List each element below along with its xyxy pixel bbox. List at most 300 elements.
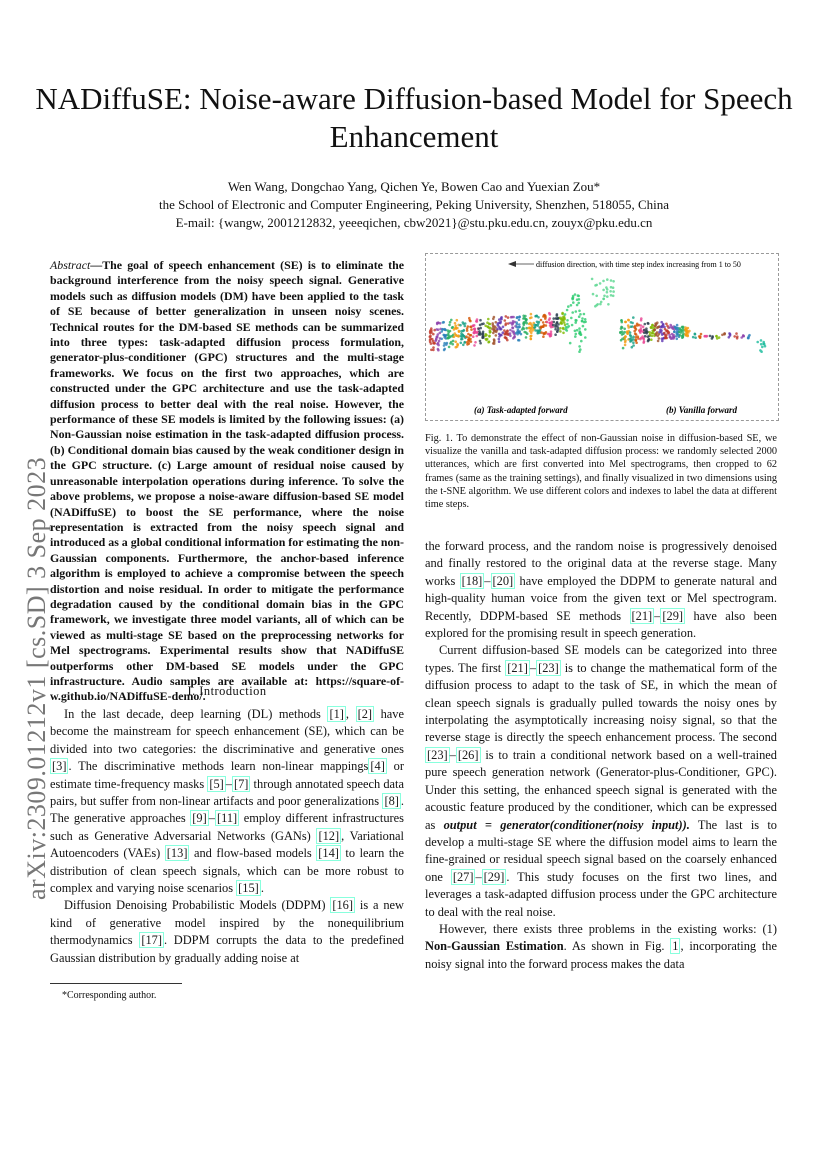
tsne-point <box>634 325 637 328</box>
abstract-label: Abstract <box>50 258 91 272</box>
text-run: The last is to develop a multi-stage SE where the diffusion model aims to learn the fine-grained or residual speech signal based on the coarsely enhanced one <box>425 817 777 884</box>
tsne-point <box>627 324 630 327</box>
text-run: and flow-based models <box>189 846 317 861</box>
tsne-point <box>545 324 548 327</box>
tsne-point <box>665 323 668 326</box>
tsne-point <box>566 323 569 326</box>
tsne-point <box>658 337 661 340</box>
tsne-point <box>556 314 559 317</box>
tsne-point <box>635 339 638 342</box>
tsne-point <box>495 334 498 337</box>
affiliation: the School of Electronic and Computer Engineering, Peking University, Shenzhen, 518055, China <box>158 197 670 212</box>
tsne-point <box>651 332 654 335</box>
tsne-point <box>650 338 653 341</box>
tsne-point <box>671 333 674 336</box>
tsne-point <box>661 337 664 340</box>
text-run: or estimate time-frequency masks <box>50 759 404 791</box>
citation-link[interactable]: [18] <box>461 573 483 588</box>
tsne-point <box>518 326 521 329</box>
tsne-point <box>450 341 453 344</box>
tsne-point <box>694 333 697 336</box>
tsne-point <box>498 335 501 338</box>
citation-link[interactable]: [13] <box>166 846 188 861</box>
tsne-point <box>566 309 569 312</box>
tsne-point <box>578 315 581 318</box>
tsne-point <box>549 324 552 327</box>
tsne-point <box>648 331 651 334</box>
tsne-point <box>466 329 469 332</box>
tsne-point <box>612 286 615 289</box>
citation-link[interactable]: [17] <box>141 933 162 948</box>
text-run: – <box>208 811 215 826</box>
text-run: – <box>484 573 491 588</box>
tsne-point <box>612 295 615 298</box>
tsne-point <box>656 331 659 334</box>
tsne-point <box>640 324 643 327</box>
tsne-point <box>566 319 569 322</box>
tsne-point <box>432 349 435 352</box>
tsne-point <box>529 317 532 320</box>
tsne-point <box>521 328 524 331</box>
tsne-point <box>760 339 763 342</box>
citation-link[interactable]: [9] <box>192 811 207 826</box>
tsne-point <box>660 321 663 324</box>
tsne-point <box>462 344 465 347</box>
tsne-point <box>515 332 518 335</box>
citation-link[interactable]: [14] <box>318 846 339 861</box>
tsne-point <box>562 328 565 331</box>
tsne-point <box>448 324 451 327</box>
tsne-point <box>520 333 523 336</box>
tsne-point <box>692 336 695 339</box>
text-run: have also been explored for the promising result in speech generation. <box>425 608 777 641</box>
tsne-point <box>718 336 721 339</box>
tsne-point <box>479 324 482 327</box>
tsne-point <box>456 319 459 322</box>
arxiv-stamp: arXiv:2309.01212v1 [cs.SD] 3 Sep 2023 <box>22 456 51 900</box>
tsne-point <box>578 310 581 313</box>
tsne-point <box>466 343 469 346</box>
tsne-point <box>676 338 679 341</box>
tsne-point <box>723 332 726 335</box>
tsne-point <box>736 335 739 338</box>
tsne-point <box>620 327 623 330</box>
tsne-point <box>579 313 582 316</box>
tsne-point <box>429 337 432 340</box>
citation-link[interactable]: [27] <box>452 869 474 884</box>
figure-caption: Fig. 1. To demonstrate the effect of non-Gaussian noise in diffusion-based SE, we visualize the vanilla and task-adapted diffusion process: we randomly selected 2000 utterances, which are first converted into Mel spectrograms, then cropped to 62 frames (same as the training settings), and finally visualized in two dimensions using the t-SNE algorithm. We use different colors and indexes to label the data at different time steps. <box>425 433 777 511</box>
tsne-point <box>436 322 439 325</box>
tsne-point <box>735 332 738 335</box>
tsne-point <box>591 278 594 281</box>
tsne-point <box>484 325 487 328</box>
tsne-point <box>512 337 515 340</box>
right-paragraph-3 <box>425 921 777 973</box>
citation-link[interactable]: [1] <box>329 707 344 721</box>
right-p3-bold: Non-Gaussian Estimation <box>425 939 564 954</box>
text-run: – <box>475 869 482 884</box>
citation-link[interactable]: [7] <box>233 776 249 791</box>
tsne-point <box>529 330 532 333</box>
tsne-point <box>647 322 650 325</box>
citation-link[interactable]: [5] <box>209 776 224 791</box>
citation-link[interactable]: [2] <box>357 707 373 721</box>
tsne-point <box>656 327 659 330</box>
text-run: – <box>225 776 232 791</box>
citation-link[interactable]: [8] <box>384 794 399 809</box>
text-run: – <box>449 747 456 762</box>
tsne-point <box>504 336 507 339</box>
tsne-point <box>492 326 495 329</box>
tsne-point <box>647 339 650 342</box>
tsne-point <box>500 328 503 331</box>
tsne-point <box>602 289 605 292</box>
tsne-point <box>498 340 501 343</box>
tsne-point <box>437 348 440 351</box>
tsne-point <box>671 337 674 340</box>
tsne-point <box>623 328 626 331</box>
tsne-point <box>534 315 537 318</box>
email-line: E-mail: {wangw, 2001212832, yeeeqichen, cbw2021}@stu.pku.edu.cn, zouyx@pku.edu.cn <box>175 215 653 230</box>
citation-link[interactable]: [12] <box>318 828 340 843</box>
tsne-point <box>609 290 612 293</box>
tsne-point <box>440 330 443 333</box>
text-run: to learn the distribution of clean speech signals, which can be more robust to complex and varying noise scenarios <box>50 846 404 896</box>
tsne-point <box>512 316 515 319</box>
tsne-point <box>633 330 636 333</box>
tsne-point <box>565 326 568 329</box>
tsne-point <box>507 316 510 319</box>
tsne-point <box>474 341 477 344</box>
tsne-point <box>620 319 623 322</box>
citation-link[interactable]: [16] <box>332 898 354 913</box>
tsne-point <box>525 318 528 321</box>
right-paragraph-1 <box>425 538 777 642</box>
tsne-point <box>433 342 436 345</box>
tsne-point <box>711 336 714 339</box>
tsne-point <box>666 330 669 333</box>
tsne-point <box>446 337 449 340</box>
tsne-point <box>578 345 581 348</box>
tsne-point <box>476 335 479 338</box>
citation-link[interactable]: [15] <box>238 881 259 896</box>
tsne-point <box>456 327 459 330</box>
tsne-point <box>564 324 567 327</box>
text-run: , <box>345 707 356 721</box>
tsne-point <box>461 338 464 341</box>
tsne-point <box>685 334 688 337</box>
tsne-point <box>636 323 639 326</box>
citation-link[interactable]: [21] <box>507 660 528 675</box>
tsne-point <box>482 336 485 339</box>
tsne-point <box>549 322 552 325</box>
tsne-point <box>574 319 577 322</box>
tsne-point <box>635 336 638 339</box>
tsne-point <box>517 339 520 342</box>
tsne-point <box>673 331 676 334</box>
tsne-point <box>571 297 574 300</box>
tsne-point <box>668 334 671 337</box>
tsne-point <box>584 318 587 321</box>
tsne-point <box>560 321 563 324</box>
tsne-point <box>629 334 632 337</box>
tsne-point <box>605 286 608 289</box>
tsne-point <box>540 319 543 322</box>
tsne-point <box>473 324 476 327</box>
tsne-point <box>664 334 667 337</box>
tsne-point <box>584 336 587 339</box>
tsne-point <box>468 338 471 341</box>
tsne-point <box>454 325 457 328</box>
citation-link[interactable]: [21] <box>631 608 653 623</box>
tsne-point <box>644 335 647 338</box>
tsne-point <box>571 311 574 314</box>
tsne-point <box>627 319 630 322</box>
tsne-point <box>467 333 470 336</box>
tsne-point <box>559 327 562 330</box>
right-p3-part-c: , incorporating the noisy signal into the forward process makes the data <box>425 939 777 971</box>
tsne-point <box>429 332 432 335</box>
tsne-point <box>549 313 552 316</box>
tsne-point <box>530 313 533 316</box>
tsne-point <box>488 335 491 338</box>
citation-link[interactable]: [29] <box>483 869 505 884</box>
tsne-point <box>603 295 606 298</box>
formula: output = generator(conditioner(noisy input)). <box>443 817 690 832</box>
tsne-point <box>550 333 553 336</box>
tsne-point <box>458 330 461 333</box>
tsne-point <box>602 298 605 301</box>
tsne-point <box>496 328 499 331</box>
tsne-point <box>581 320 584 323</box>
tsne-point <box>645 331 648 334</box>
citation-link[interactable]: [23] <box>427 747 448 762</box>
tsne-point <box>487 318 490 321</box>
tsne-point <box>610 279 613 282</box>
tsne-point <box>465 335 468 338</box>
tsne-point <box>495 331 498 334</box>
tsne-point <box>583 313 586 316</box>
tsne-point <box>704 335 707 338</box>
tsne-point <box>488 326 491 329</box>
tsne-point <box>504 319 507 322</box>
tsne-point <box>546 321 549 324</box>
tsne-point <box>525 336 528 339</box>
tsne-point <box>582 325 585 328</box>
footnote-divider <box>50 983 182 984</box>
text-run: Diffusion Denoising Probabilistic Models (DDPM) <box>64 898 331 913</box>
tsne-point <box>566 329 569 332</box>
tsne-point <box>472 335 475 338</box>
tsne-point <box>488 340 491 343</box>
paper-title: NADiffuSE: Noise-aware Diffusion-based Model for Speech Enhancement <box>35 81 793 154</box>
tsne-point <box>502 326 505 329</box>
author-block <box>0 178 828 232</box>
tsne-point <box>518 316 521 319</box>
tsne-point <box>624 344 627 347</box>
tsne-point <box>651 335 654 338</box>
tsne-point <box>473 344 476 347</box>
tsne-point <box>576 304 579 307</box>
tsne-point <box>489 331 492 334</box>
tsne-point <box>624 335 627 338</box>
right-p3-part-b: . As shown in Fig. <box>563 939 671 954</box>
tsne-point <box>606 295 609 298</box>
tsne-point <box>679 327 682 330</box>
tsne-point <box>437 328 440 331</box>
text-run: – <box>529 660 537 675</box>
tsne-point <box>632 336 635 339</box>
tsne-point <box>455 346 458 349</box>
tsne-point <box>681 335 684 338</box>
citation-link[interactable]: [4] <box>370 759 385 774</box>
tsne-point <box>634 327 637 330</box>
tsne-point <box>632 341 635 344</box>
tsne-point <box>515 321 518 324</box>
tsne-point <box>602 280 605 283</box>
tsne-point <box>544 317 547 320</box>
tsne-point <box>479 340 482 343</box>
tsne-point <box>542 321 545 324</box>
tsne-point <box>685 328 688 331</box>
tsne-point <box>449 321 452 324</box>
tsne-point <box>516 316 519 319</box>
tsne-point <box>435 337 438 340</box>
tsne-point <box>498 333 501 336</box>
tsne-point <box>676 324 679 327</box>
tsne-point <box>635 333 638 336</box>
tsne-point <box>554 328 557 331</box>
text-run: have employed the DDPM to generate natural and high-quality human voice from the given text or Mel spectrogram. Recently, DDPM-based SE methods <box>425 573 777 623</box>
tsne-point <box>661 340 664 343</box>
tsne-point <box>626 332 629 335</box>
right-p2-part-b <box>425 818 777 919</box>
tsne-point <box>715 335 718 338</box>
tsne-point <box>728 336 731 339</box>
tsne-point <box>654 322 657 325</box>
tsne-point <box>506 329 509 332</box>
tsne-point <box>443 328 446 331</box>
tsne-point <box>488 323 491 326</box>
tsne-point <box>443 342 446 345</box>
tsne-point <box>484 334 487 337</box>
tsne-point <box>499 322 502 325</box>
text-run: , Variational Autoencoders (VAEs) <box>50 828 404 861</box>
intro-paragraph-2 <box>50 897 404 967</box>
tsne-point <box>580 340 583 343</box>
tsne-point <box>747 337 750 340</box>
tsne-point <box>675 327 678 330</box>
tsne-point <box>509 335 512 338</box>
tsne-point <box>432 346 435 349</box>
citation-link[interactable]: [20] <box>492 573 514 588</box>
citation-link[interactable]: [23] <box>538 660 559 675</box>
tsne-point <box>621 333 624 336</box>
tsne-point <box>554 333 557 336</box>
text-run: – <box>654 608 661 623</box>
citation-link[interactable]: [29] <box>662 608 684 623</box>
abstract <box>50 258 404 705</box>
tsne-point <box>460 330 463 333</box>
tsne-point <box>468 317 471 320</box>
tsne-point <box>578 327 581 330</box>
tsne-point <box>733 335 736 338</box>
tsne-point <box>463 335 466 338</box>
tsne-point <box>643 340 646 343</box>
tsne-point <box>574 335 577 338</box>
tsne-point <box>454 332 457 335</box>
tsne-point <box>505 315 508 318</box>
intro-text <box>50 706 404 967</box>
tsne-point <box>595 295 598 298</box>
tsne-point <box>443 344 446 347</box>
author-names: Wen Wang, Dongchao Yang, Qichen Ye, Bowen Cao and Yuexian Zou* <box>227 179 601 194</box>
tsne-point <box>513 332 516 335</box>
citation-link[interactable]: [11] <box>216 811 238 826</box>
tsne-point <box>511 326 514 329</box>
text-run: . The generative approaches <box>50 794 404 826</box>
tsne-point <box>574 293 577 296</box>
tsne-point <box>668 326 671 329</box>
tsne-point <box>430 327 433 330</box>
tsne-point <box>525 322 528 325</box>
tsne-point <box>437 344 440 347</box>
tsne-point <box>498 318 501 321</box>
section-heading: I. Introduction <box>187 684 267 698</box>
tsne-point <box>526 332 529 335</box>
tsne-point <box>694 336 697 339</box>
tsne-point <box>631 322 634 325</box>
tsne-point <box>447 333 450 336</box>
text-run: . <box>260 881 264 896</box>
tsne-point <box>523 323 526 326</box>
citation-link[interactable]: [3] <box>52 759 67 774</box>
tsne-point <box>537 329 540 332</box>
tsne-point <box>664 328 667 331</box>
tsne-point <box>492 342 495 345</box>
right-column-text <box>425 538 777 973</box>
tsne-point <box>432 333 435 336</box>
tsne-point <box>577 302 580 305</box>
tsne-point <box>442 321 445 324</box>
tsne-point <box>540 331 543 334</box>
tsne-point <box>440 338 443 341</box>
tsne-point <box>493 338 496 341</box>
tsne-point <box>469 320 472 323</box>
tsne-point <box>479 342 482 345</box>
figure-ref-link[interactable]: 1 <box>672 939 679 954</box>
tsne-point <box>469 326 472 329</box>
tsne-point <box>550 330 553 333</box>
figure-1 <box>425 253 779 421</box>
tsne-point <box>612 280 615 283</box>
tsne-point <box>653 329 656 332</box>
tsne-point <box>658 331 661 334</box>
tsne-point <box>607 303 610 306</box>
text-run: is to train a conditional network based on a well-trained pure speech generation network (Generator-plus-Conditioner, GPC). Under this setting, the enhanced speech signal is generated with the acoustic feature produced by the conditioner, which can be expressed as <box>425 747 777 832</box>
tsne-point <box>763 343 766 346</box>
tsne-point <box>642 338 645 341</box>
tsne-point <box>491 322 494 325</box>
tsne-point <box>669 336 672 339</box>
tsne-point <box>570 304 573 307</box>
text-run: is a new kind of generative model inspired by the nonequilibrium thermodynamics <box>50 898 404 948</box>
tsne-point <box>624 339 627 342</box>
tsne-point <box>470 334 473 337</box>
citation-link[interactable]: [26] <box>457 747 479 762</box>
text-run: In the last decade, deep learning (DL) methods <box>64 707 328 721</box>
text-run: employ different infrastructures such as Generative Adversarial Networks (GANs) <box>50 811 404 843</box>
